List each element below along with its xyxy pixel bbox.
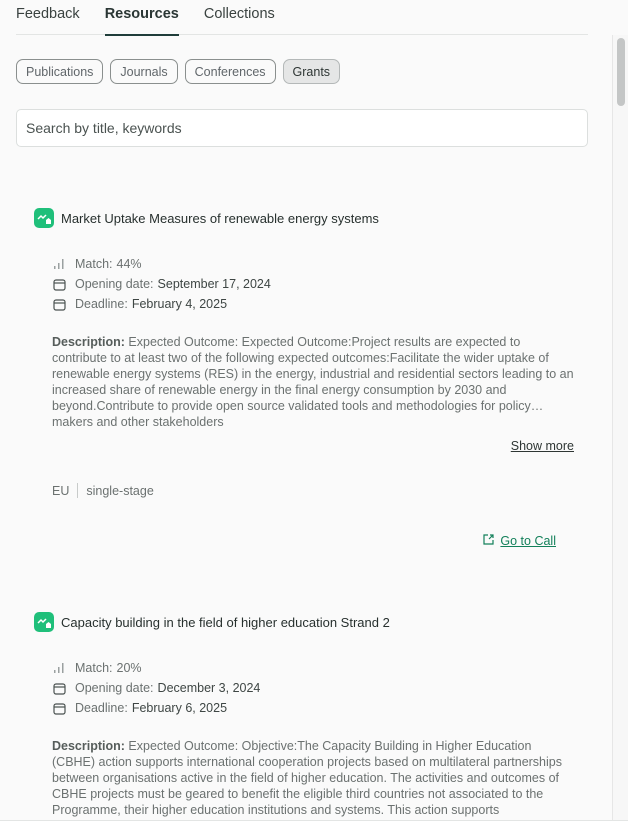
opening-date: December 3, 2024 bbox=[157, 681, 261, 695]
grant-description bbox=[52, 334, 574, 429]
grant-icon bbox=[34, 208, 54, 228]
match-label: Match: bbox=[75, 257, 113, 271]
grant-tags bbox=[52, 483, 574, 498]
tab-bar bbox=[16, 0, 588, 35]
deadline-label: Deadline: bbox=[75, 297, 128, 311]
description-text: Expected Outcome: Expected Outcome:Project results are expected to contribute to at least two of the following expected outcomes:Facilitate the wider uptake of renewable energy systems (RES) in the energy, industrial and residential sectors leading to an increased share of renewable energy in the final energy consumption by 2030 and beyond.Contribute to provide open source validated tools and methodologies for policy makers and other stakeholders bbox=[52, 335, 574, 429]
tab-resources[interactable]: Resources bbox=[105, 0, 179, 35]
tab-feedback[interactable]: Feedback bbox=[16, 6, 80, 22]
description-label: Description: bbox=[52, 335, 125, 349]
signal-icon bbox=[52, 662, 66, 674]
opening-date: September 17, 2024 bbox=[157, 277, 271, 291]
external-link-icon bbox=[482, 533, 495, 549]
grant-icon bbox=[34, 612, 54, 632]
grant-title[interactable]: Capacity building in the field of higher education Strand 2 bbox=[61, 614, 390, 630]
go-to-call-label: Go to Call bbox=[500, 534, 556, 548]
calendar-icon bbox=[52, 298, 66, 311]
scrollbar-thumb[interactable] bbox=[617, 38, 625, 106]
grant-card bbox=[34, 612, 574, 818]
filter-chips bbox=[16, 59, 340, 84]
calendar-icon bbox=[52, 278, 66, 291]
opening-label: Opening date: bbox=[75, 681, 154, 695]
filter-publications[interactable]: Publications bbox=[16, 59, 103, 84]
match-label: Match: bbox=[75, 661, 113, 675]
deadline-date: February 4, 2025 bbox=[131, 297, 228, 311]
description-text: Expected Outcome: Objective:The Capacity Building in Higher Education (CBHE) action supports international cooperation projects based on multilateral partnerships between organisations active in the field of higher education. The activities and outcomes of CBHE projects must be geared to benefit the eligible third countries not associated to the Programme, their higher education institutions and systems. This action supports bbox=[52, 739, 562, 817]
show-more-link[interactable]: Show more bbox=[510, 439, 574, 453]
deadline-date: February 6, 2025 bbox=[131, 701, 228, 715]
signal-icon bbox=[52, 258, 66, 270]
filter-conferences[interactable]: Conferences bbox=[185, 59, 276, 84]
filter-grants[interactable]: Grants bbox=[283, 59, 341, 84]
search-input[interactable] bbox=[16, 109, 588, 147]
match-value: 20% bbox=[116, 661, 142, 675]
scrollbar[interactable] bbox=[612, 35, 628, 820]
match-value: 44% bbox=[116, 257, 142, 271]
calendar-icon bbox=[52, 682, 66, 695]
divider bbox=[77, 483, 78, 498]
filter-journals[interactable]: Journals bbox=[110, 59, 177, 84]
opening-label: Opening date: bbox=[75, 277, 154, 291]
deadline-label: Deadline: bbox=[75, 701, 128, 715]
bottom-bar bbox=[0, 820, 628, 827]
grant-description bbox=[52, 738, 574, 818]
tab-collections[interactable]: Collections bbox=[203, 6, 275, 22]
description-label: Description: bbox=[52, 739, 125, 753]
go-to-call-link[interactable] bbox=[34, 533, 574, 549]
grant-title[interactable]: Market Uptake Measures of renewable energy systems bbox=[61, 210, 379, 226]
resources-panel bbox=[0, 35, 612, 820]
tag-region: EU bbox=[52, 483, 70, 498]
calendar-icon bbox=[52, 702, 66, 715]
tag-stage: single-stage bbox=[86, 483, 154, 498]
grant-card bbox=[34, 208, 574, 549]
